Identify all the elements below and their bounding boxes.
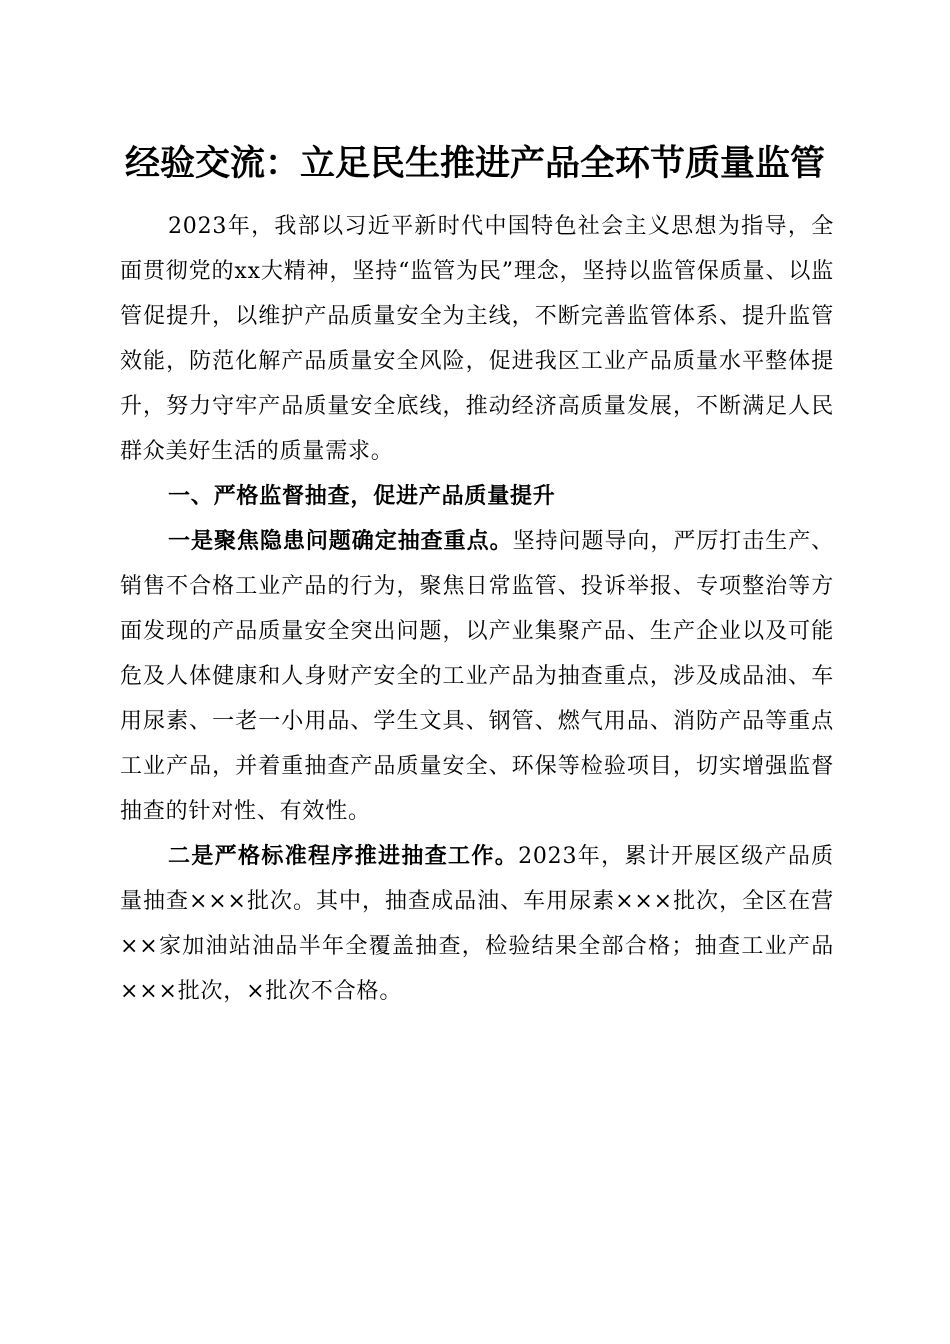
paragraph-focus-hazards (120, 519, 834, 834)
document-title: 经验交流：立足民生推进产品全环节质量监管 (124, 143, 825, 184)
section-heading-text: 一、严格监督抽查，促进产品质量提升 (168, 484, 556, 509)
intro-paragraph (120, 204, 834, 474)
paragraph-lead: 二是严格标准程序推进抽查工作。 (168, 843, 519, 869)
paragraph-text: 2023年，我部以习近平新时代中国特色社会主义思想为指导，全面贯彻党的xx大精神，坚持“监管为民”理念，坚持以监管保质量、以监管促提升，以维护产品质量安全为主线，不断完善监管体系、提升监管效能，防范化解产品质量安全风险，促进我区工业产品质量水平整体提升，努力守牢产品质量安全底线，推动经济高质量发展，不断满足人民群众美好生活的质量需求。 (120, 214, 834, 464)
section-heading (120, 474, 834, 519)
paragraph-text: 坚持问题导向，严厉打击生产、销售不合格工业产品的行为，聚焦日常监管、投诉举报、专项整治等方面发现的产品质量安全突出问题，以产业集聚产品、生产企业以及可能危及人体健康和人身财产安全的工业产品为抽查重点，涉及成品油、车用尿素、一老一小用品、学生文具、钢管、燃气用品、消防产品等重点工业产品，并着重抽查产品质量安全、环保等检验项目，切实增强监督抽查的针对性、有效性。 (120, 529, 834, 824)
paragraph-standard-procedure (120, 834, 834, 1014)
paragraph-text: 2023年，累计开展区级产品质量抽查×××批次。其中，抽查成品油、车用尿素×××批次，全区在营××家加油站油品半年全覆盖抽查，检验结果全部合格；抽查工业产品×××批次，×批次不合格。 (120, 844, 834, 1004)
document-body (120, 204, 834, 1014)
paragraph-lead: 一是聚焦隐患问题确定抽查重点。 (168, 528, 513, 554)
